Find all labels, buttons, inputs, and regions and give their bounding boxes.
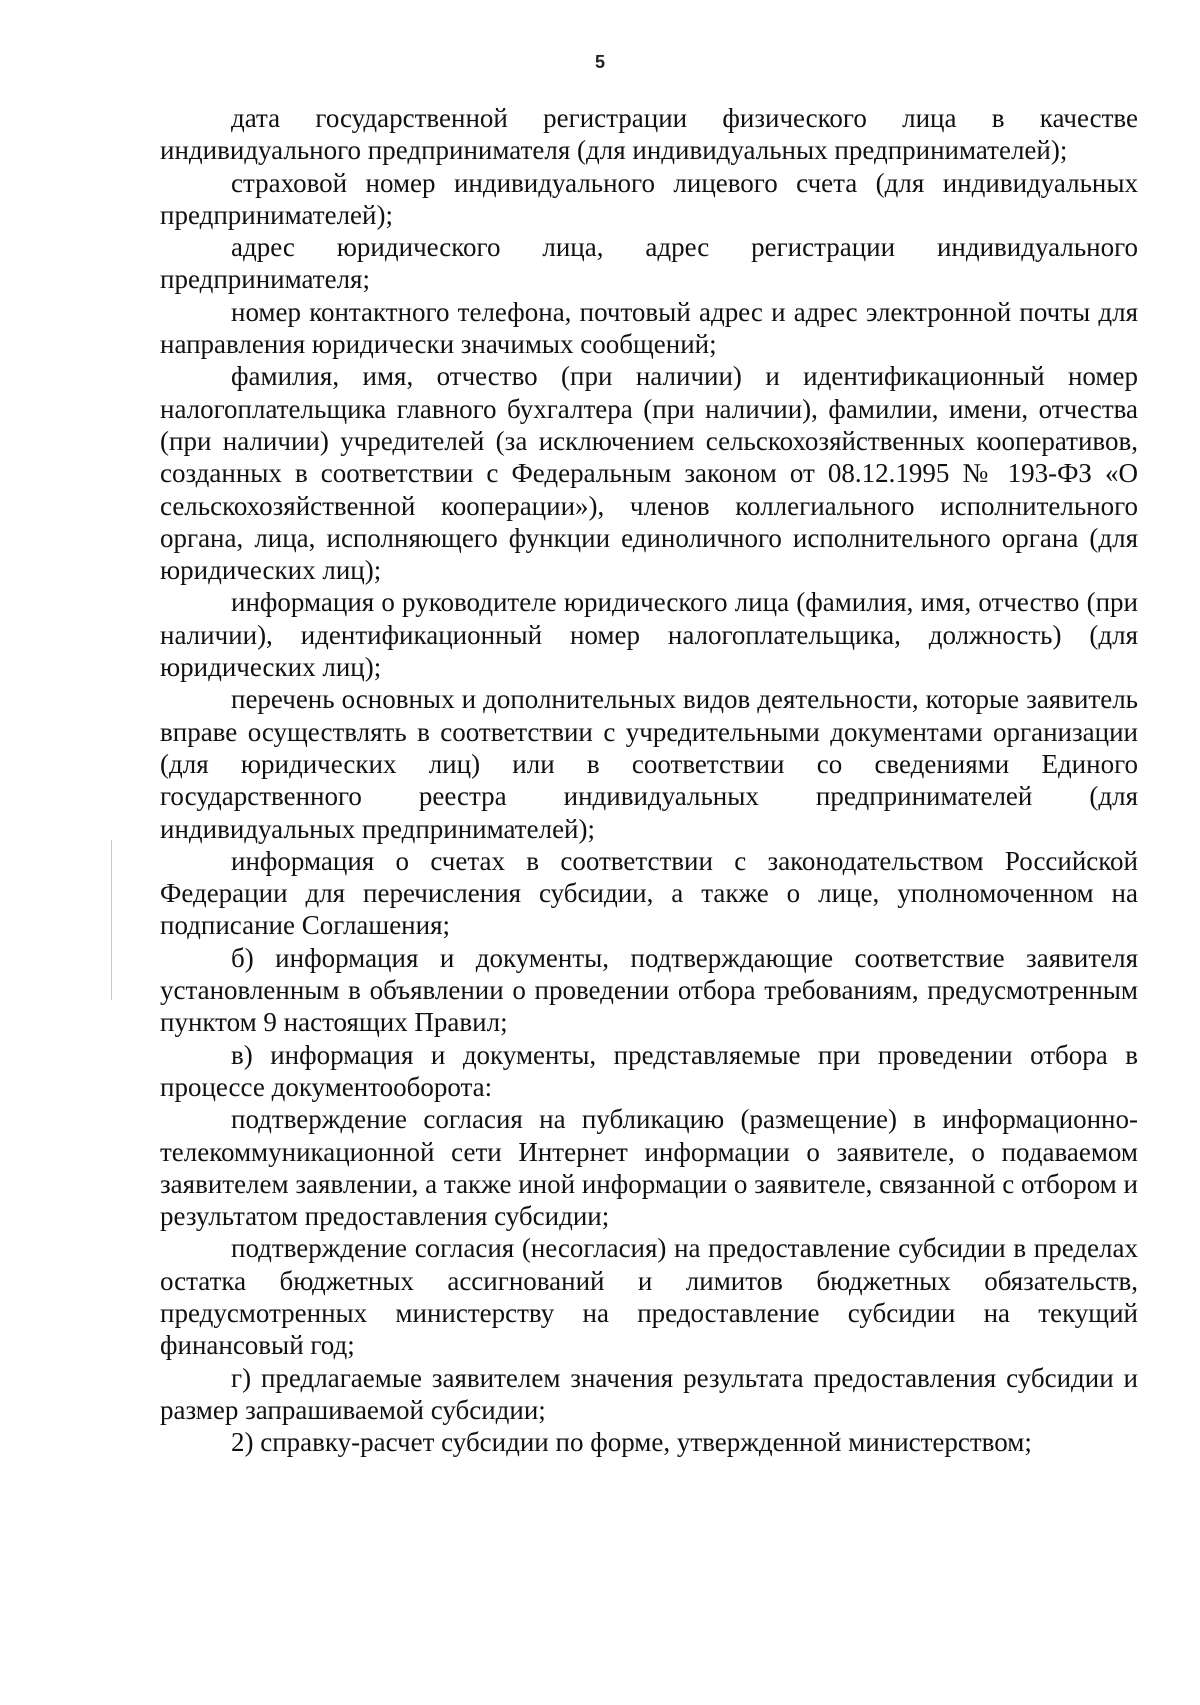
paragraph-contact-phone: номер контактного телефона, почтовый адрес и адрес электронной почты для направления юридически значимых сообщений; [160, 296, 1138, 360]
paragraph-item-b: б) информация и документы, подтверждающие соответствие заявителя установленным в объявлении о проведении отбора требованиям, предусмотренным пунктом 9 настоящих Правил; [160, 942, 1138, 1038]
scan-artifact-line [111, 840, 112, 1000]
paragraph-publication-consent: подтверждение согласия на публикацию (размещение) в информационно-телекоммуникационной сети Интернет информации о заявителе, о подаваемом заявителем заявлении, а также иной информации о заявителе, связанной с отбором и результатом предоставления субсидии; [160, 1104, 1138, 1232]
paragraph-budget-consent: подтверждение согласия (несогласия) на предоставление субсидии в пределах остатка бюджетных ассигнований и лимитов бюджетных обязательств, предусмотренных министерству на предоставление субсидии на текущий финансовый год; [160, 1233, 1138, 1361]
paragraph-item-2: 2) справку-расчет субсидии по форме, утвержденной министерством; [231, 1427, 1032, 1458]
paragraph-accounts-info: информация о счетах в соответствии с законодательством Российской Федерации для перечисления субсидии, а также о лице, уполномоченном на подписание Соглашения; [160, 845, 1138, 941]
document-body [160, 102, 1138, 1458]
paragraph-insurance-number: страховой номер индивидуального лицевого счета (для индивидуальных предпринимателей); [160, 167, 1138, 230]
paragraph-item-v: в) информация и документы, представляемые при проведении отбора в процессе документооборота: [160, 1039, 1138, 1102]
paragraph-accountant-founders: фамилия, имя, отчество (при наличии) и идентификационный номер налогоплательщика главного бухгалтера (при наличии), фамилии, имени, отчества (при наличии) учредителей (за исключением сельскохозяйственных кооперативов, созданных в соответствии с Федеральным законом от 08.12.1995 № 193-ФЗ «О сельскохозяйственной кооперации»), членов коллегиального исполнительного органа, лица, исполняющего функции единоличного исполнительного органа (для юридических лиц); [160, 361, 1138, 586]
paragraph-activities-list: перечень основных и дополнительных видов деятельности, которые заявитель вправе осуществлять в соответствии с учредительными документами организации (для юридических лиц) или в соответствии со сведениями Единого государственного реестра индивидуальных предпринимателей (для индивидуальных предпринимателей); [160, 684, 1138, 844]
paragraph-address: адрес юридического лица, адрес регистрации индивидуального предпринимателя; [160, 232, 1138, 295]
page-number: 5 [594, 52, 605, 72]
paragraph-item-g: г) предлагаемые заявителем значения результата предоставления субсидии и размер запрашиваемой субсидии; [160, 1362, 1138, 1425]
paragraph-registration-date: дата государственной регистрации физического лица в качестве индивидуального предпринимателя (для индивидуальных предпринимателей); [160, 103, 1138, 166]
paragraph-head-info: информация о руководителе юридического лица (фамилия, имя, отчество (при наличии), идентификационный номер налогоплательщика, должность) (для юридических лиц); [160, 587, 1138, 683]
